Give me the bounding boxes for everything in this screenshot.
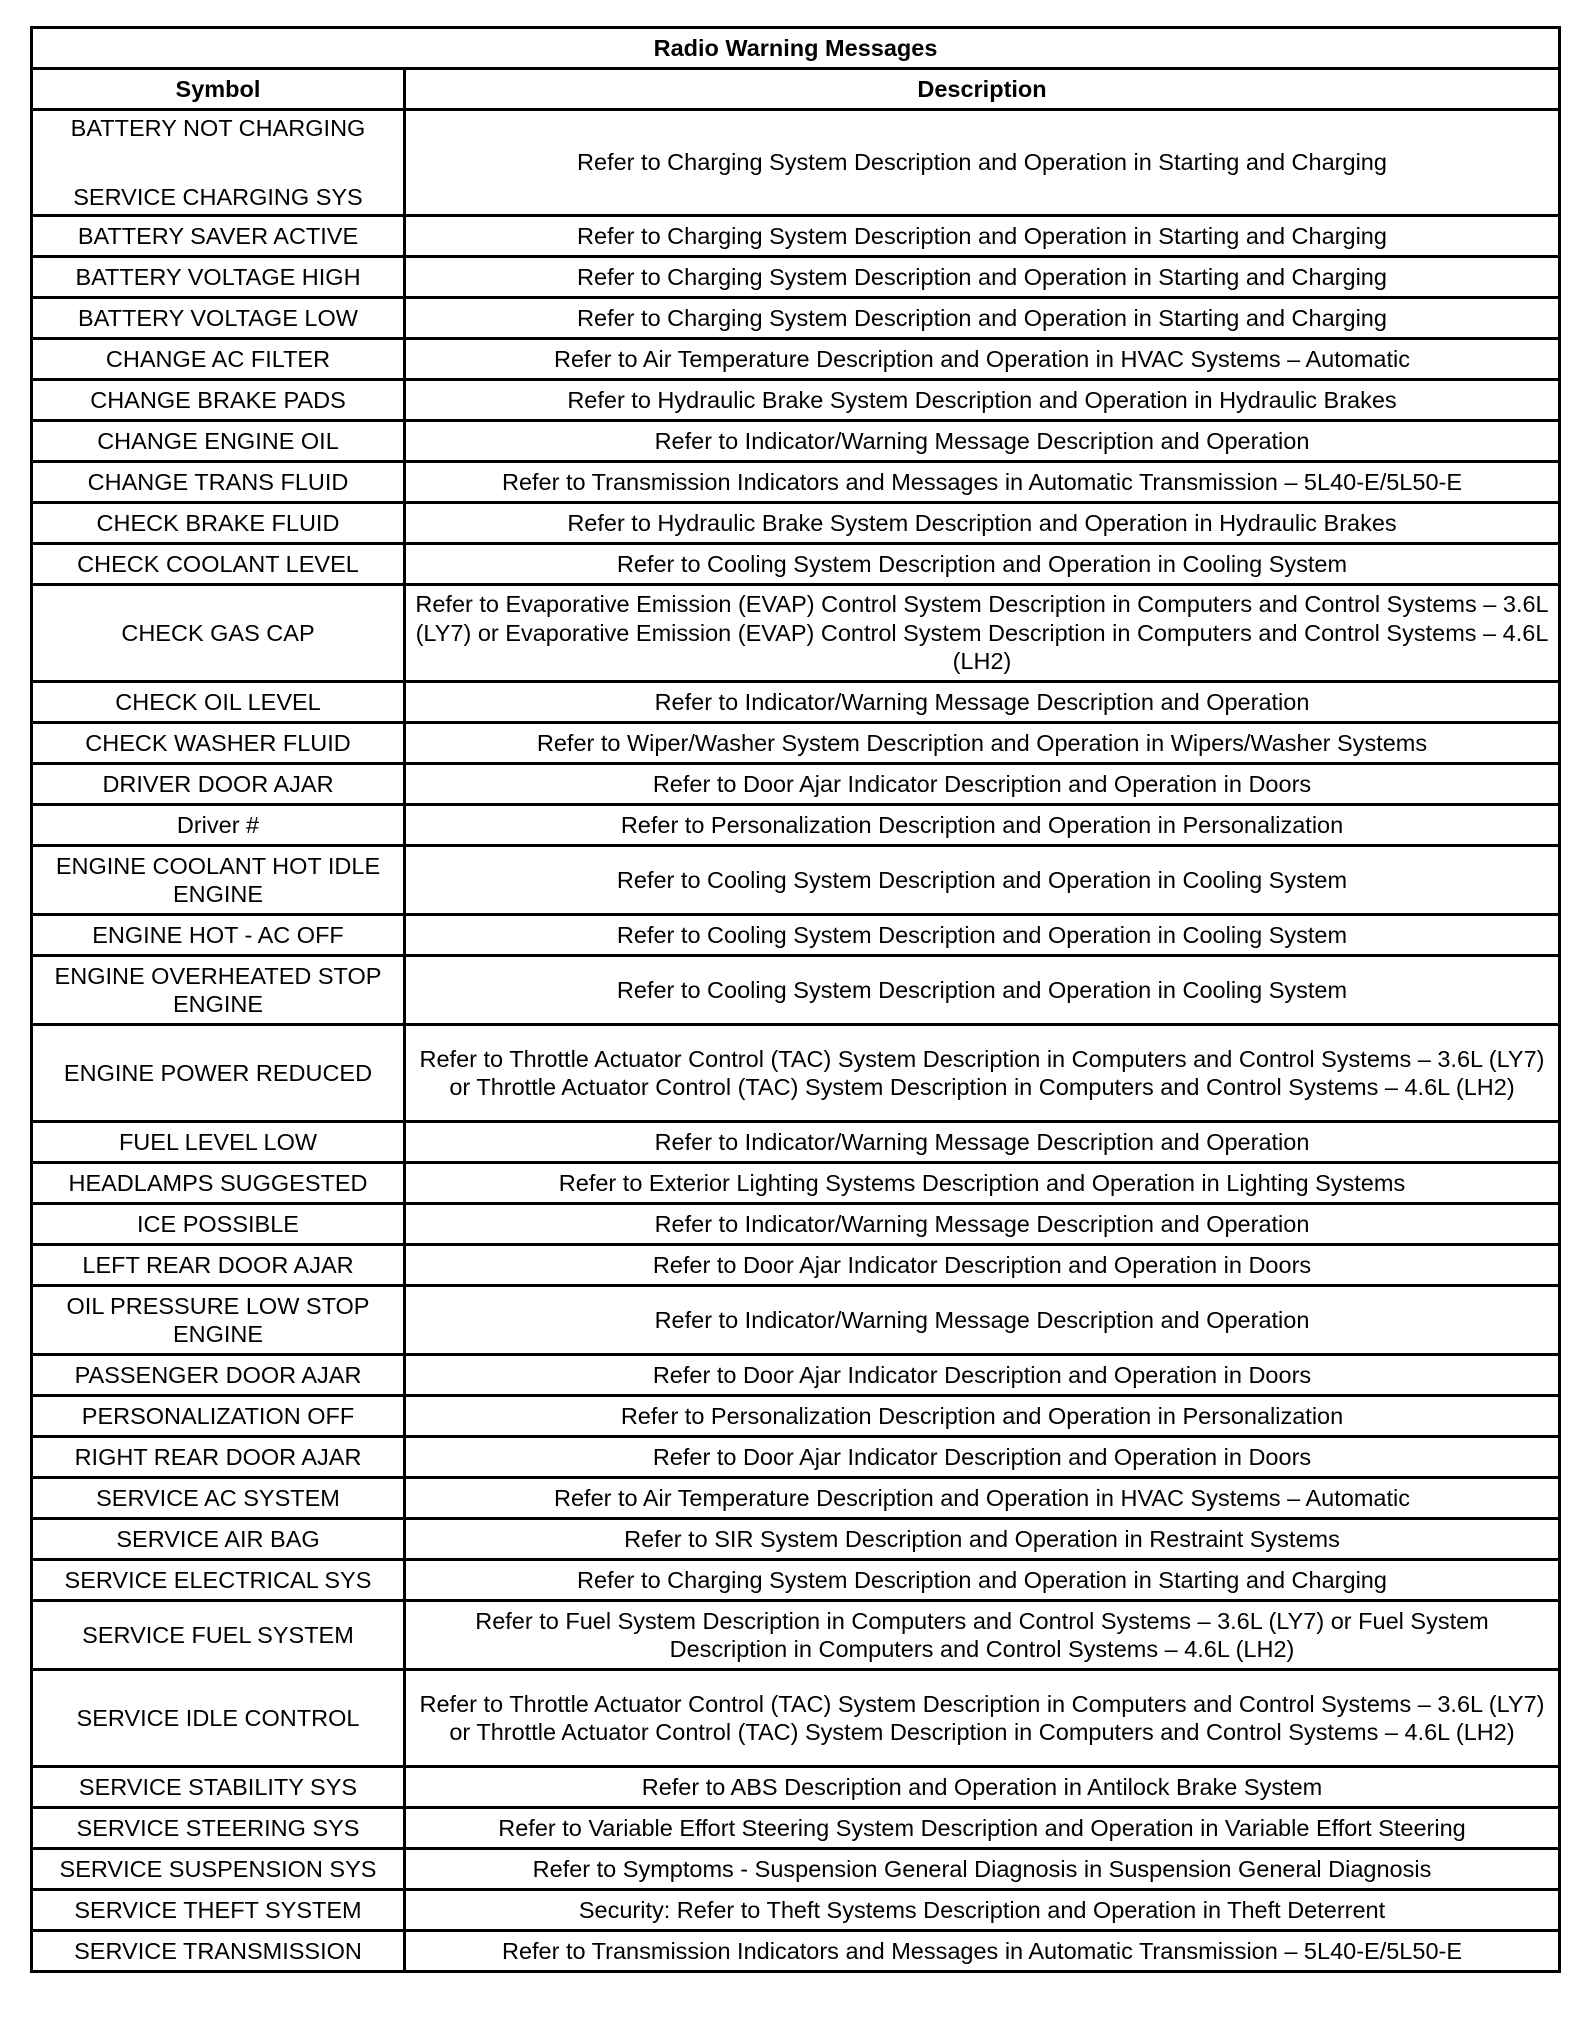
symbol-cell: ENGINE POWER REDUCED bbox=[32, 1025, 405, 1122]
description-cell: Refer to Air Temperature Description and Operation in HVAC Systems – Automatic bbox=[405, 1478, 1560, 1519]
table-row bbox=[32, 1519, 1560, 1560]
description-cell: Refer to Exterior Lighting Systems Description and Operation in Lighting Systems bbox=[405, 1163, 1560, 1204]
symbol-cell: SERVICE AC SYSTEM bbox=[32, 1478, 405, 1519]
symbol-cell: SERVICE IDLE CONTROL bbox=[32, 1670, 405, 1767]
description-cell: Refer to Evaporative Emission (EVAP) Control System Description in Computers and Control Systems – 3.6L (LY7) or Evaporative Emission (EVAP) Control System Description in Computers and Control Systems – 4.6L (LH2) bbox=[405, 585, 1560, 682]
symbol-text-secondary: SERVICE CHARGING SYS bbox=[73, 183, 363, 210]
symbol-cell: Driver # bbox=[32, 805, 405, 846]
symbol-cell: SERVICE AIR BAG bbox=[32, 1519, 405, 1560]
description-cell: Refer to Throttle Actuator Control (TAC) System Description in Computers and Control Systems – 3.6L (LY7) or Throttle Actuator Control (TAC) System Description in Computers and Control Systems – 4.6L (LH2) bbox=[405, 1025, 1560, 1122]
table-row bbox=[32, 1163, 1560, 1204]
description-cell: Refer to Cooling System Description and Operation in Cooling System bbox=[405, 846, 1560, 915]
symbol-cell: BATTERY VOLTAGE LOW bbox=[32, 298, 405, 339]
table-row bbox=[32, 1670, 1560, 1767]
description-cell: Refer to ABS Description and Operation in Antilock Brake System bbox=[405, 1767, 1560, 1808]
description-cell: Refer to Personalization Description and Operation in Personalization bbox=[405, 805, 1560, 846]
description-cell: Refer to Fuel System Description in Computers and Control Systems – 3.6L (LY7) or Fuel System Description in Computers and Control Systems – 4.6L (LH2) bbox=[405, 1601, 1560, 1670]
symbol-cell: SERVICE TRANSMISSION bbox=[32, 1931, 405, 1972]
table-row bbox=[32, 1204, 1560, 1245]
radio-warning-messages-table bbox=[30, 26, 1561, 1973]
description-cell: Refer to Charging System Description and Operation in Starting and Charging bbox=[405, 216, 1560, 257]
symbol-cell: CHANGE TRANS FLUID bbox=[32, 462, 405, 503]
description-cell: Refer to Cooling System Description and Operation in Cooling System bbox=[405, 956, 1560, 1025]
table-row bbox=[32, 380, 1560, 421]
description-cell: Refer to Door Ajar Indicator Description and Operation in Doors bbox=[405, 764, 1560, 805]
symbol-cell: HEADLAMPS SUGGESTED bbox=[32, 1163, 405, 1204]
symbol-cell: OIL PRESSURE LOW STOP ENGINE bbox=[32, 1286, 405, 1355]
symbol-column-header: Symbol bbox=[32, 69, 405, 110]
table-header-row bbox=[32, 69, 1560, 110]
description-cell: Refer to Symptoms - Suspension General Diagnosis in Suspension General Diagnosis bbox=[405, 1849, 1560, 1890]
symbol-cell: BATTERY VOLTAGE HIGH bbox=[32, 257, 405, 298]
description-cell: Refer to Charging System Description and Operation in Starting and Charging bbox=[405, 257, 1560, 298]
symbol-cell bbox=[32, 110, 405, 216]
description-cell: Refer to Transmission Indicators and Messages in Automatic Transmission – 5L40-E/5L50-E bbox=[405, 1931, 1560, 1972]
table-row bbox=[32, 1396, 1560, 1437]
table-row bbox=[32, 110, 1560, 216]
description-cell: Refer to Hydraulic Brake System Description and Operation in Hydraulic Brakes bbox=[405, 380, 1560, 421]
table-row bbox=[32, 1122, 1560, 1163]
description-cell: Refer to Personalization Description and Operation in Personalization bbox=[405, 1396, 1560, 1437]
table-row bbox=[32, 1355, 1560, 1396]
symbol-text: BATTERY NOT CHARGING bbox=[70, 115, 366, 141]
symbol-cell: CHANGE AC FILTER bbox=[32, 339, 405, 380]
symbol-cell: CHANGE ENGINE OIL bbox=[32, 421, 405, 462]
description-cell: Refer to Charging System Description and Operation in Starting and Charging bbox=[405, 110, 1560, 216]
description-cell: Refer to Hydraulic Brake System Description and Operation in Hydraulic Brakes bbox=[405, 503, 1560, 544]
description-cell: Refer to Door Ajar Indicator Description and Operation in Doors bbox=[405, 1245, 1560, 1286]
table-row bbox=[32, 1808, 1560, 1849]
table-row bbox=[32, 216, 1560, 257]
table-row bbox=[32, 257, 1560, 298]
symbol-cell: SERVICE STEERING SYS bbox=[32, 1808, 405, 1849]
table-row bbox=[32, 1560, 1560, 1601]
table-row bbox=[32, 805, 1560, 846]
description-cell: Refer to Door Ajar Indicator Description and Operation in Doors bbox=[405, 1437, 1560, 1478]
table-row bbox=[32, 1849, 1560, 1890]
symbol-cell: CHECK GAS CAP bbox=[32, 585, 405, 682]
description-cell: Refer to Indicator/Warning Message Description and Operation bbox=[405, 421, 1560, 462]
symbol-cell: PERSONALIZATION OFF bbox=[32, 1396, 405, 1437]
symbol-cell: CHECK OIL LEVEL bbox=[32, 682, 405, 723]
table-row bbox=[32, 682, 1560, 723]
table-row bbox=[32, 503, 1560, 544]
symbol-cell: DRIVER DOOR AJAR bbox=[32, 764, 405, 805]
description-cell: Refer to Indicator/Warning Message Description and Operation bbox=[405, 1286, 1560, 1355]
table-row bbox=[32, 1245, 1560, 1286]
table-row bbox=[32, 1025, 1560, 1122]
description-cell: Refer to SIR System Description and Operation in Restraint Systems bbox=[405, 1519, 1560, 1560]
description-cell: Refer to Door Ajar Indicator Description and Operation in Doors bbox=[405, 1355, 1560, 1396]
description-cell: Refer to Variable Effort Steering System Description and Operation in Variable Effort Steering bbox=[405, 1808, 1560, 1849]
symbol-cell: BATTERY SAVER ACTIVE bbox=[32, 216, 405, 257]
symbol-cell: CHANGE BRAKE PADS bbox=[32, 380, 405, 421]
symbol-cell: CHECK BRAKE FLUID bbox=[32, 503, 405, 544]
description-cell: Refer to Cooling System Description and Operation in Cooling System bbox=[405, 544, 1560, 585]
table-row bbox=[32, 1890, 1560, 1931]
table-row bbox=[32, 544, 1560, 585]
symbol-cell: ENGINE OVERHEATED STOP ENGINE bbox=[32, 956, 405, 1025]
description-cell: Refer to Indicator/Warning Message Description and Operation bbox=[405, 1204, 1560, 1245]
table-row bbox=[32, 585, 1560, 682]
description-column-header: Description bbox=[405, 69, 1560, 110]
description-cell: Refer to Cooling System Description and Operation in Cooling System bbox=[405, 915, 1560, 956]
description-cell: Refer to Indicator/Warning Message Description and Operation bbox=[405, 1122, 1560, 1163]
table-row bbox=[32, 298, 1560, 339]
description-cell: Refer to Indicator/Warning Message Description and Operation bbox=[405, 682, 1560, 723]
table-row bbox=[32, 956, 1560, 1025]
table-row bbox=[32, 1286, 1560, 1355]
symbol-cell: ICE POSSIBLE bbox=[32, 1204, 405, 1245]
table-row bbox=[32, 1478, 1560, 1519]
description-cell: Refer to Transmission Indicators and Messages in Automatic Transmission – 5L40-E/5L50-E bbox=[405, 462, 1560, 503]
symbol-cell: RIGHT REAR DOOR AJAR bbox=[32, 1437, 405, 1478]
table-row bbox=[32, 846, 1560, 915]
description-cell: Refer to Charging System Description and Operation in Starting and Charging bbox=[405, 1560, 1560, 1601]
description-cell: Refer to Air Temperature Description and Operation in HVAC Systems – Automatic bbox=[405, 339, 1560, 380]
table-row bbox=[32, 339, 1560, 380]
table-row bbox=[32, 915, 1560, 956]
symbol-cell: CHECK COOLANT LEVEL bbox=[32, 544, 405, 585]
description-cell: Refer to Throttle Actuator Control (TAC) System Description in Computers and Control Systems – 3.6L (LY7) or Throttle Actuator Control (TAC) System Description in Computers and Control Systems – 4.6L (LH2) bbox=[405, 1670, 1560, 1767]
table-title-row bbox=[32, 28, 1560, 69]
symbol-cell: ENGINE HOT - AC OFF bbox=[32, 915, 405, 956]
table-row bbox=[32, 1767, 1560, 1808]
description-cell: Refer to Charging System Description and Operation in Starting and Charging bbox=[405, 298, 1560, 339]
symbol-cell: SERVICE ELECTRICAL SYS bbox=[32, 1560, 405, 1601]
table-title: Radio Warning Messages bbox=[32, 28, 1560, 69]
symbol-cell: SERVICE STABILITY SYS bbox=[32, 1767, 405, 1808]
table-row bbox=[32, 1601, 1560, 1670]
symbol-cell: SERVICE FUEL SYSTEM bbox=[32, 1601, 405, 1670]
table-row bbox=[32, 723, 1560, 764]
table-row bbox=[32, 764, 1560, 805]
line-spacer bbox=[41, 143, 395, 183]
symbol-cell: SERVICE SUSPENSION SYS bbox=[32, 1849, 405, 1890]
table-row bbox=[32, 1931, 1560, 1972]
description-cell: Refer to Wiper/Washer System Description and Operation in Wipers/Washer Systems bbox=[405, 723, 1560, 764]
symbol-cell: CHECK WASHER FLUID bbox=[32, 723, 405, 764]
table-row bbox=[32, 1437, 1560, 1478]
symbol-cell: ENGINE COOLANT HOT IDLE ENGINE bbox=[32, 846, 405, 915]
symbol-cell: PASSENGER DOOR AJAR bbox=[32, 1355, 405, 1396]
table-row bbox=[32, 462, 1560, 503]
symbol-cell: SERVICE THEFT SYSTEM bbox=[32, 1890, 405, 1931]
table-row bbox=[32, 421, 1560, 462]
description-cell: Security: Refer to Theft Systems Description and Operation in Theft Deterrent bbox=[405, 1890, 1560, 1931]
symbol-cell: FUEL LEVEL LOW bbox=[32, 1122, 405, 1163]
symbol-cell: LEFT REAR DOOR AJAR bbox=[32, 1245, 405, 1286]
